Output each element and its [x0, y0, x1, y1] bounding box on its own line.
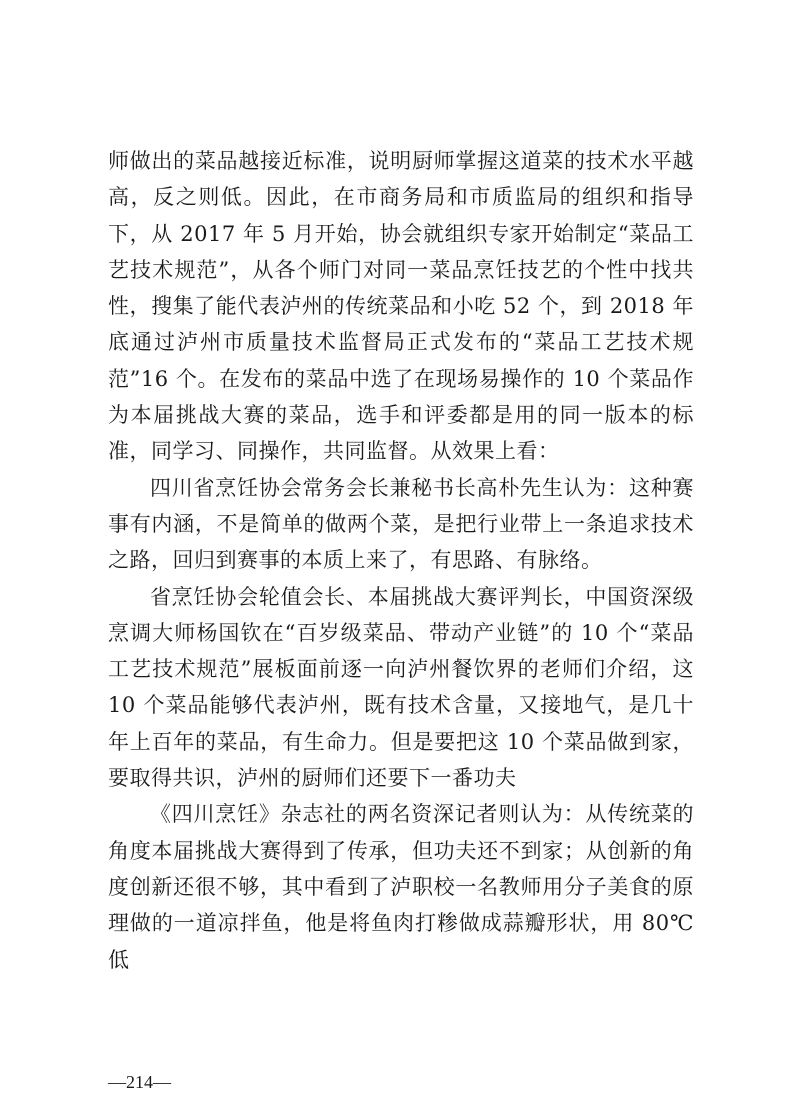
paragraph-2: 四川省烹饪协会常务会长兼秘书长高朴先生认为：这种赛事有内涵，不是简单的做两个菜，是把行业带上一条追求技术之路，回归到赛事的本质上来了，有思路、有脉络。: [108, 475, 694, 573]
paragraph-3: 省烹饪协会轮值会长、本届挑战大赛评判长，中国资深级烹调大师杨国钦在“百岁级菜品、带动产业链”的 10 个“菜品工艺技术规范”展板面前逐一向泸州餐饮界的老师们介绍，这 10 个菜品能够代表泸州，既有技术含量，又接地气，是几十年上百年的菜品，有生命力。但是要把这 10 个菜品做到家，要取得共识，泸州的厨师们还要下一番功夫: [108, 584, 694, 791]
paragraph-4: 《四川烹饪》杂志社的两名资深记者则认为：从传统菜的角度本届挑战大赛得到了传承，但功夫还不到家；从创新的角度创新还很不够，其中看到了泸职校一名教师用分子美食的原理做的一道凉拌鱼，他是将鱼肉打糁做成蒜瓣形状，用 80℃低: [108, 802, 694, 972]
paragraph-1: 师做出的菜品越接近标准，说明厨师掌握这道菜的技术水平越高，反之则低。因此，在市商务局和市质监局的组织和指导下，从 2017 年 5 月开始，协会就组织专家开始制定“菜品工艺技术规范”，从各个师门对同一菜品烹饪技艺的个性中找共性，搜集了能代表泸州的传统菜品和小吃 52 个，到 2018 年底通过泸州市质量技术监督局正式发布的“菜品工艺技术规范”16 个。在发布的菜品中选了在现场易操作的 10 个菜品作为本届挑战大赛的菜品，选手和评委都是用的同一版本的标准，同学习、同操作，共同监督。从效果上看：: [108, 149, 694, 464]
page-body: [108, 143, 694, 978]
page-number: —214—: [108, 1072, 171, 1092]
